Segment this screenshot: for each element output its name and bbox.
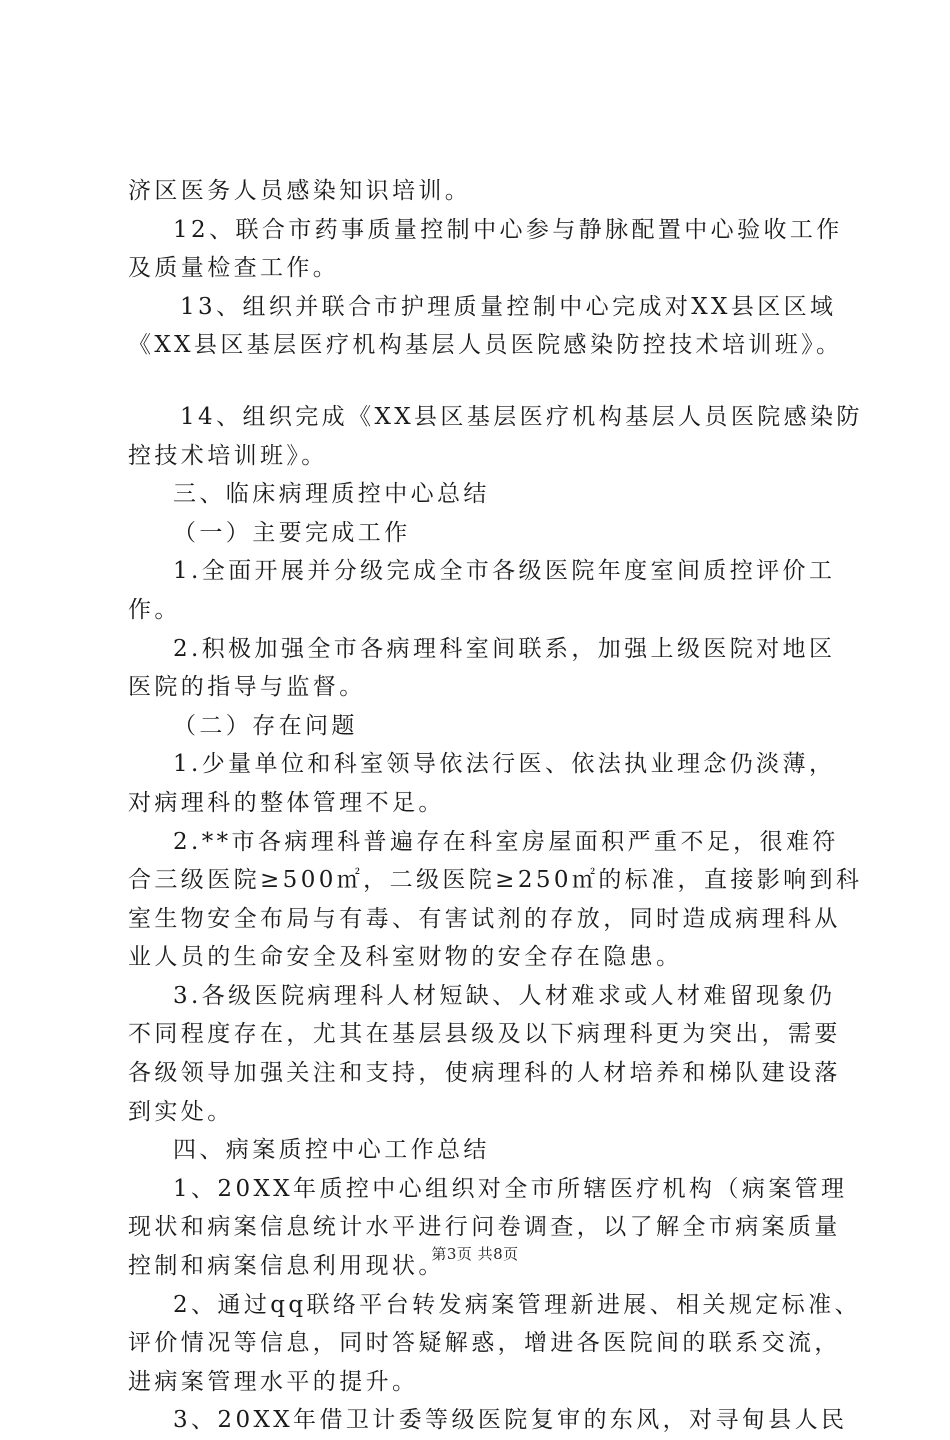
text-line: 医院的指导与监督。	[128, 674, 366, 701]
text-line: 作。	[128, 596, 181, 623]
paragraph-gap	[128, 365, 828, 398]
text-line: 2.**市各病理科普遍存在科室房屋面积严重不足，很难符	[173, 828, 839, 855]
text-line: 控技术培训班》。	[128, 442, 328, 469]
text-line: 不同程度存在，尤其在基层县级及以下病理科更为突出，需要	[128, 1021, 841, 1048]
section-heading: 四、病案质控中心工作总结	[173, 1137, 490, 1164]
text-line: 3、20XX年借卫计委等级医院复审的东风，对寻甸县人民	[173, 1407, 848, 1434]
text-line: 1、20XX年质控中心组织对全市所辖医疗机构（病案管理	[173, 1175, 848, 1202]
subsection-heading: （一）主要完成工作	[173, 519, 411, 546]
text-line: 1.少量单位和科室领导依法行医、依法执业理念仍淡薄，	[173, 751, 836, 778]
text-line: 进病案管理水平的提升。	[128, 1368, 419, 1395]
text-line: 合三级医院≥500㎡，二级医院≥250㎡的标准，直接影响到科	[128, 867, 863, 894]
text-line: 12、联合市药事质量控制中心参与静脉配置中心验收工作	[173, 216, 843, 243]
text-line: 现状和病案信息统计水平进行问卷调查，以了解全市病案质量	[128, 1214, 841, 1241]
text-line: 2、通过qq联络平台转发病案管理新进展、相关规定标准、	[173, 1291, 861, 1318]
subsection-heading: （二）存在问题	[173, 712, 358, 739]
text-line: 13、组织并联合市护理质量控制中心完成对XX县区区域	[180, 293, 837, 320]
text-line: 14、组织完成《XX县区基层医疗机构基层人员医院感染防	[180, 403, 863, 430]
text-line: 室生物安全布局与有毒、有害试剂的存放，同时造成病理科从	[128, 905, 841, 932]
text-line: 到实处。	[128, 1098, 234, 1125]
text-line: 1.全面开展并分级完成全市各级医院年度室间质控评价工	[173, 558, 836, 585]
page-footer: 第3页 共8页	[431, 1245, 519, 1263]
section-heading: 三、临床病理质控中心总结	[173, 481, 490, 508]
text-line: 2.积极加强全市各病理科室间联系，加强上级医院对地区	[173, 635, 836, 662]
text-line: 控制和病案信息利用现状。	[128, 1253, 445, 1280]
text-line: 《XX县区基层医疗机构基层人员医院感染防控技术培训班》。	[128, 332, 843, 359]
text-line: 各级领导加强关注和支持，使病理科的人材培养和梯队建设落	[128, 1060, 841, 1087]
text-line: 3.各级医院病理科人材短缺、人材难求或人材难留现象仍	[173, 982, 836, 1009]
text-line: 及质量检查工作。	[128, 255, 340, 282]
text-line: 对病理科的整体管理不足。	[128, 789, 445, 816]
text-line: 济区医务人员感染知识培训。	[128, 178, 472, 204]
text-line: 评价情况等信息，同时答疑解惑，增进各医院间的联系交流，	[128, 1330, 841, 1357]
text-line: 业人员的生命安全及科室财物的安全存在隐患。	[128, 944, 683, 971]
